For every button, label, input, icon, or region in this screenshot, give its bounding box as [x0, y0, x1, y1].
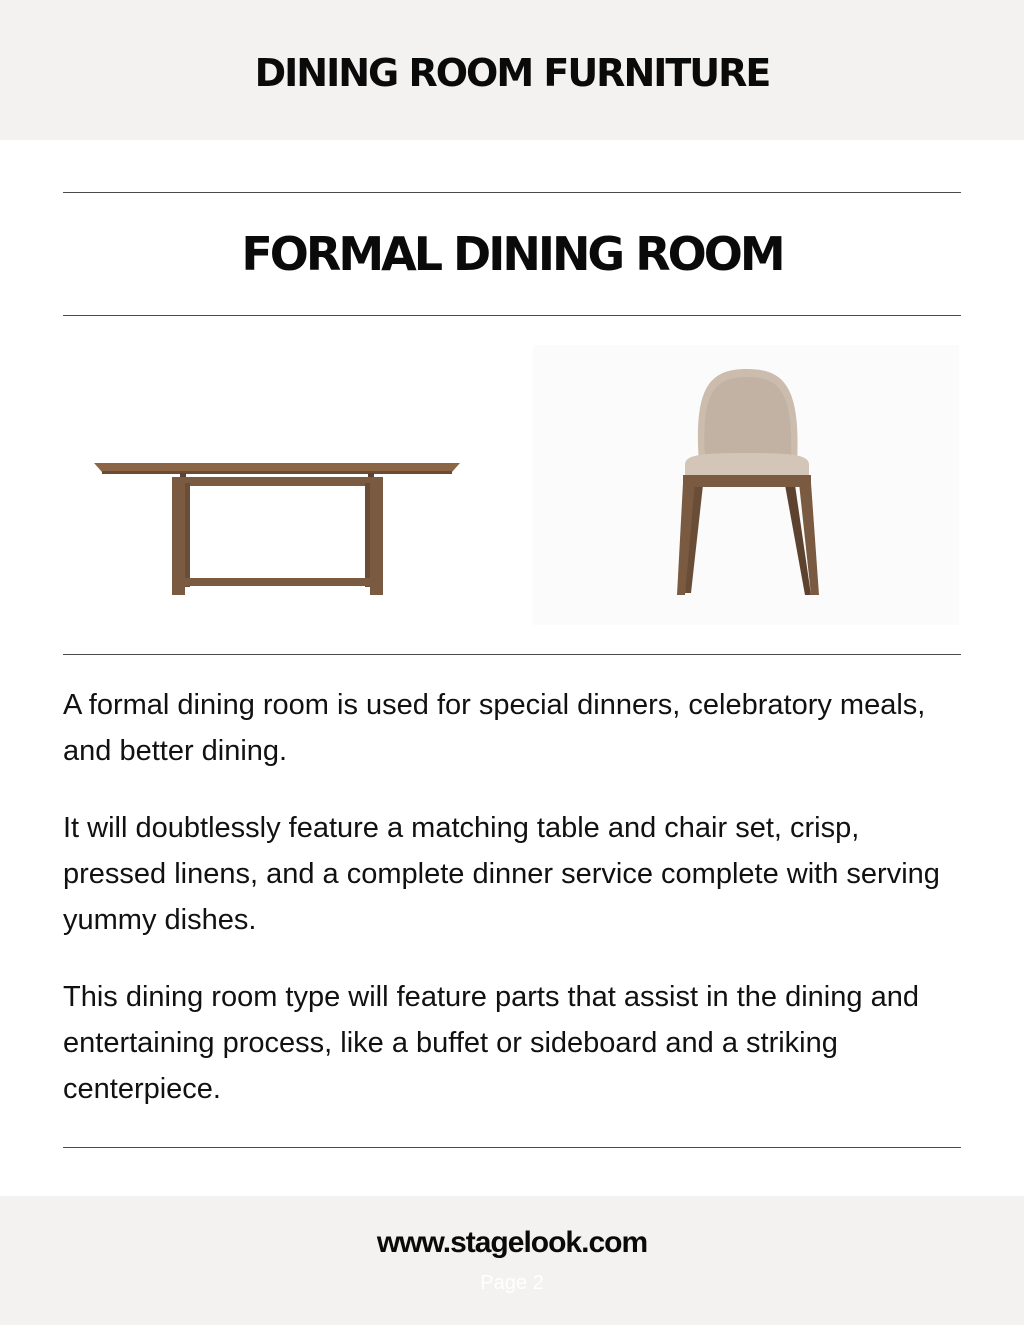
paragraph: A formal dining room is used for special dinners, celebratory meals, and better dining. — [63, 689, 926, 767]
paragraph: It will doubtlessly feature a matching table and chair set, crisp, pressed linens, and a complete dinner service complete with serving yummy dishes. — [63, 812, 940, 936]
footer-url: www.stagelook.com — [376, 1226, 648, 1259]
body-text — [63, 682, 961, 1143]
divider — [63, 654, 961, 655]
dining-chair-image — [533, 345, 959, 625]
paragraph: This dining room type will feature parts that assist in the dining and entertaining process, like a buffet or sideboard and a striking centerpiece. — [63, 981, 919, 1105]
divider — [63, 315, 961, 316]
header-title: DINING ROOM FURNITURE — [254, 51, 770, 95]
page-label: Page 2 — [480, 1272, 544, 1294]
section-title: FORMAL DINING ROOM — [241, 227, 783, 281]
footer-band — [0, 1196, 1024, 1325]
divider — [63, 192, 961, 193]
dining-table-image — [80, 345, 480, 625]
divider — [63, 1147, 961, 1148]
